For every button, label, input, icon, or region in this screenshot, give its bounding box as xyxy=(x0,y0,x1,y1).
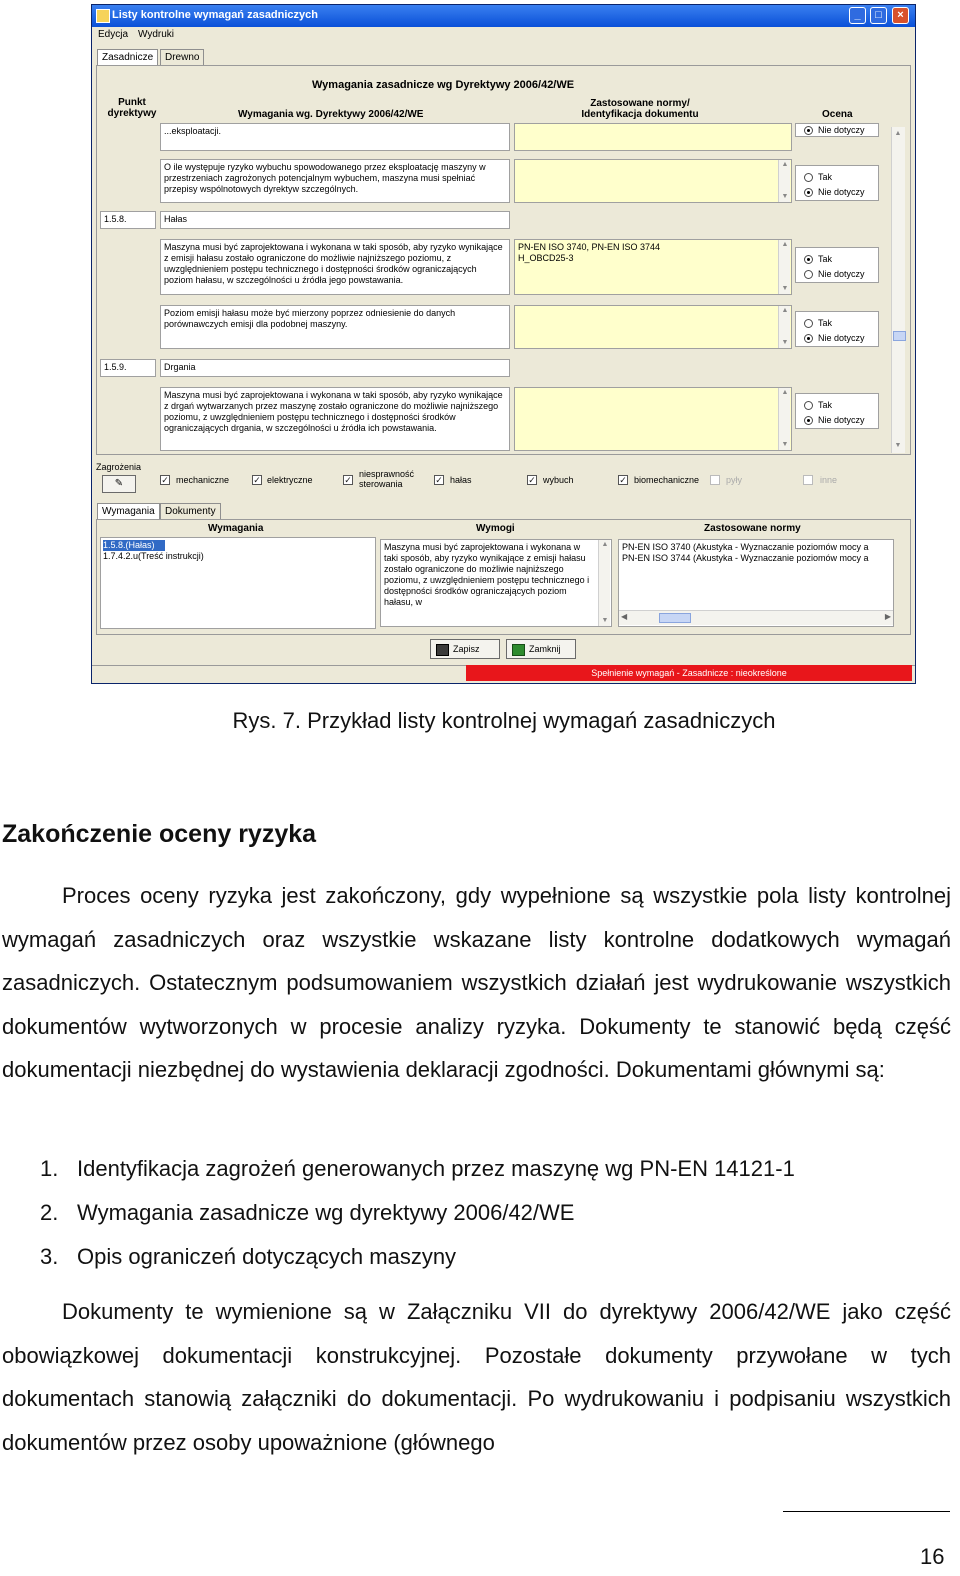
bottom-header-must: Wymogi xyxy=(476,523,515,534)
bottom-header-norms: Zastosowane normy xyxy=(704,523,801,534)
app-window xyxy=(91,4,916,684)
panel-heading: Wymagania zasadnicze wg Dyrektywy 2006/42/WE xyxy=(312,79,575,91)
norm-input[interactable] xyxy=(514,123,792,151)
menu-bar xyxy=(92,27,915,43)
requirement-text: O ile występuje ryzyko wybuchu spowodowanego przez eksploatację maszyny w przestrzeniach zagrożonych potencjalnym wybuchem, maszyna musi spełniać przepisy wspólnotowych dyrektyw szczególnych. xyxy=(160,159,510,203)
window-title: Listy kontrolne wymagań zasadniczych xyxy=(112,9,319,21)
hazard-checkbox-wybuch[interactable]: ✓ xyxy=(528,475,536,485)
rating-radio-tak[interactable] xyxy=(804,401,813,410)
tab-wymagania[interactable]: Wymagania xyxy=(97,503,160,519)
col-header-rating: Ocena xyxy=(822,109,853,120)
tab-dokumenty[interactable]: Dokumenty xyxy=(160,503,221,519)
norm-scrollbar[interactable]: ▲ ▼ xyxy=(778,388,790,450)
hazard-checkbox-inne[interactable] xyxy=(803,475,813,485)
norm-input[interactable] xyxy=(514,159,792,203)
hazard-label: mechaniczne xyxy=(176,475,230,485)
hazard-label: elektryczne xyxy=(267,475,313,485)
list-item[interactable]: PN-EN ISO 3740 (Akustyka - Wyznaczanie poziomów mocy a xyxy=(622,542,869,552)
col-header-requirements: Wymagania wg. Dyrektywy 2006/42/WE xyxy=(238,109,424,120)
point-title: Drgania xyxy=(160,359,510,377)
hazard-checkbox-elektryczne[interactable]: ✓ xyxy=(253,475,261,485)
rating-group xyxy=(795,393,879,429)
norm-scrollbar[interactable]: ▲ ▼ xyxy=(778,160,790,202)
rating-label: Tak xyxy=(818,318,833,328)
minimize-button[interactable]: _ xyxy=(849,7,866,24)
requirement-text: Maszyna musi być zaprojektowana i wykonana w taki sposób, aby ryzyko wynikające z drgań wytwarzanych przez maszynę zostało ograniczone do możliwie najniższego poziomu, z uwzględnieniem postępu technicznego i dostępności środków ograniczających drgania, w szczególności u źródła ich powstawania. xyxy=(160,387,510,451)
rating-label: Tak xyxy=(818,254,833,264)
list-item[interactable]: 1.5.8.(Hałas) xyxy=(103,540,165,551)
hazard-checkbox-niesprawnosc[interactable]: ✓ xyxy=(344,475,352,485)
save-button[interactable] xyxy=(430,639,500,659)
paragraph-2: Dokumenty te wymienione są w Załączniku VII do dyrektywy 2006/42/WE jako część obowiązkowej dokumentacji konstrukcyjnej. Pozostałe dokumenty przywołane w tych dokumentach stanowią załączniki do dokumentacji. Po wydrukowaniu i podpisaniu wszystkich dokumentów przez osoby upoważnione (głównego xyxy=(2,1299,951,1455)
hazard-label: inne xyxy=(820,475,838,485)
rating-radio-nie-dotyczy[interactable] xyxy=(804,334,813,343)
maximize-button[interactable]: □ xyxy=(870,7,887,24)
norm-input[interactable] xyxy=(514,387,792,451)
close-button[interactable]: × xyxy=(892,7,909,24)
hazard-checkbox-halas[interactable]: ✓ xyxy=(435,475,443,485)
hazards-label: Zagrożenia xyxy=(96,462,142,472)
point-number: 1.5.9. xyxy=(100,359,156,377)
rating-label: Nie dotyczy xyxy=(818,187,865,197)
rating-radio-nie-dotyczy[interactable] xyxy=(804,416,813,425)
rating-radio-tak[interactable] xyxy=(804,319,813,328)
hazards-edit-button[interactable]: ✎ xyxy=(102,475,136,493)
norm-input[interactable]: PN-EN ISO 3740, PN-EN ISO 3744 H_OBCD25-3 xyxy=(514,239,792,295)
page-number: 16 xyxy=(920,1544,945,1569)
norms-hscrollbar[interactable]: ◀ ▶ xyxy=(619,610,893,625)
save-icon xyxy=(436,644,449,656)
hazard-label: wybuch xyxy=(543,475,574,485)
rating-group xyxy=(795,311,879,347)
status-indicator: Spełnienie wymagań - Zasadnicze : nieokreślone xyxy=(466,665,912,681)
tab-drewno[interactable]: Drewno xyxy=(160,49,204,65)
list-item[interactable]: 1.7.4.2.u(Treść instrukcji) xyxy=(103,551,204,561)
rating-label: Nie dotyczy xyxy=(818,125,865,135)
app-icon xyxy=(96,9,110,23)
menu-edycja[interactable]: Edycja xyxy=(98,29,129,40)
rating-label: Nie dotyczy xyxy=(818,333,865,343)
norm-scrollbar[interactable]: ▲ ▼ xyxy=(778,240,790,294)
list-number: 1. xyxy=(40,1156,59,1181)
col-header-point: Punkt dyrektywy xyxy=(107,97,157,119)
hazard-label: niesprawność sterowania xyxy=(359,469,415,489)
rating-label: Tak xyxy=(818,172,833,182)
rating-group xyxy=(795,165,879,201)
norm-input[interactable] xyxy=(514,305,792,349)
hazard-checkbox-mechaniczne[interactable]: ✓ xyxy=(161,475,169,485)
close-window-button[interactable] xyxy=(506,639,576,659)
list-number: 2. xyxy=(40,1200,59,1225)
hazard-label: pyły xyxy=(726,475,743,485)
close-label: Zamknij xyxy=(529,644,561,654)
rating-label: Nie dotyczy xyxy=(818,269,865,279)
panel-scrollbar[interactable]: ▲ ▼ xyxy=(891,127,905,453)
hazard-label: biomechaniczne xyxy=(634,475,700,485)
point-title: Hałas xyxy=(160,211,510,229)
rating-radio-nie-dotyczy[interactable] xyxy=(804,126,813,135)
hazard-label: hałas xyxy=(450,475,472,485)
scroll-thumb[interactable] xyxy=(659,613,691,623)
hazard-checkbox-biomechaniczne[interactable]: ✓ xyxy=(619,475,627,485)
rating-radio-tak[interactable] xyxy=(804,173,813,182)
list-item: Wymagania zasadnicze wg dyrektywy 2006/42/WE xyxy=(77,1200,575,1225)
list-item[interactable]: PN-EN ISO 3744 (Akustyka - Wyznaczanie poziomów mocy a xyxy=(622,553,869,563)
rating-group xyxy=(795,123,879,137)
requirements-list xyxy=(100,537,376,629)
requirement-text: Maszyna musi być zaprojektowana i wykonana w taki sposób, aby ryzyko wynikające z emisji hałasu zostało ograniczone do możliwie najniższego poziomu, z uwzględnieniem postępu technicznego i dostępności środków ograniczających poziom hałasu, w szczególności u źródła jego powstawania. xyxy=(160,239,510,295)
exit-door-icon xyxy=(512,644,525,656)
title-bar xyxy=(92,5,915,27)
must-scrollbar[interactable]: ▲ ▼ xyxy=(598,540,610,626)
rating-radio-tak[interactable] xyxy=(804,255,813,264)
list-item: Opis ograniczeń dotyczących maszyny xyxy=(77,1244,457,1269)
figure-caption: Rys. 7. Przykład listy kontrolnej wymagań zasadniczych xyxy=(232,708,776,733)
col-header-norms: Zastosowane normy/ Identyfikacja dokumentu xyxy=(581,98,699,120)
norm-scrollbar[interactable]: ▲ ▼ xyxy=(778,306,790,348)
must-text: Maszyna musi być zaprojektowana i wykonana w taki sposób, aby ryzyko wynikające z emisji hałasu zostało ograniczone do możliwie najniższego poziomu, z uwzględnieniem postępu technicznego i dostępności środków ograniczających poziom hałasu, w xyxy=(380,539,612,627)
list-number: 3. xyxy=(40,1244,59,1269)
paragraph-1: Proces oceny ryzyka jest zakończony, gdy wypełnione są wszystkie pola listy kontrolnej wymagań zasadniczych oraz wszystkie wskazane listy kontrolne dodatkowych wymagań zasadniczych. Ostatecznym podsumowaniem wszystkich działań jest wydrukowanie wszystkich dokumentów wytworzonych w procesie analizy ryzyka. Dokumenty te stanowić będą część dokumentacji niezbędnej do wystawienia deklaracji zgodności. Dokumentami głównymi są: xyxy=(2,883,951,1083)
menu-wydruki[interactable]: Wydruki xyxy=(138,29,175,40)
tab-zasadnicze[interactable]: Zasadnicze xyxy=(97,49,158,65)
rating-radio-nie-dotyczy[interactable] xyxy=(804,188,813,197)
scroll-thumb[interactable] xyxy=(893,331,906,341)
rating-label: Tak xyxy=(818,400,833,410)
save-label: Zapisz xyxy=(453,644,480,654)
requirement-text: Poziom emisji hałasu może być mierzony poprzez odniesienie do danych porównawczych emisji dla podobnej maszyny. xyxy=(160,305,510,349)
footer-rule xyxy=(783,1511,950,1512)
hazard-checkbox-pyly[interactable] xyxy=(710,475,720,485)
rating-radio-nie-dotyczy[interactable] xyxy=(804,270,813,279)
rating-label: Nie dotyczy xyxy=(818,415,865,425)
requirement-text: ...eksploatacji. xyxy=(160,123,510,151)
bottom-header-requirements: Wymagania xyxy=(208,523,264,534)
section-heading: Zakończenie oceny ryzyka xyxy=(2,820,317,848)
point-number: 1.5.8. xyxy=(100,211,156,229)
rating-group xyxy=(795,247,879,283)
list-item: Identyfikacja zagrożeń generowanych przez maszynę wg PN-EN 14121-1 xyxy=(77,1156,795,1181)
